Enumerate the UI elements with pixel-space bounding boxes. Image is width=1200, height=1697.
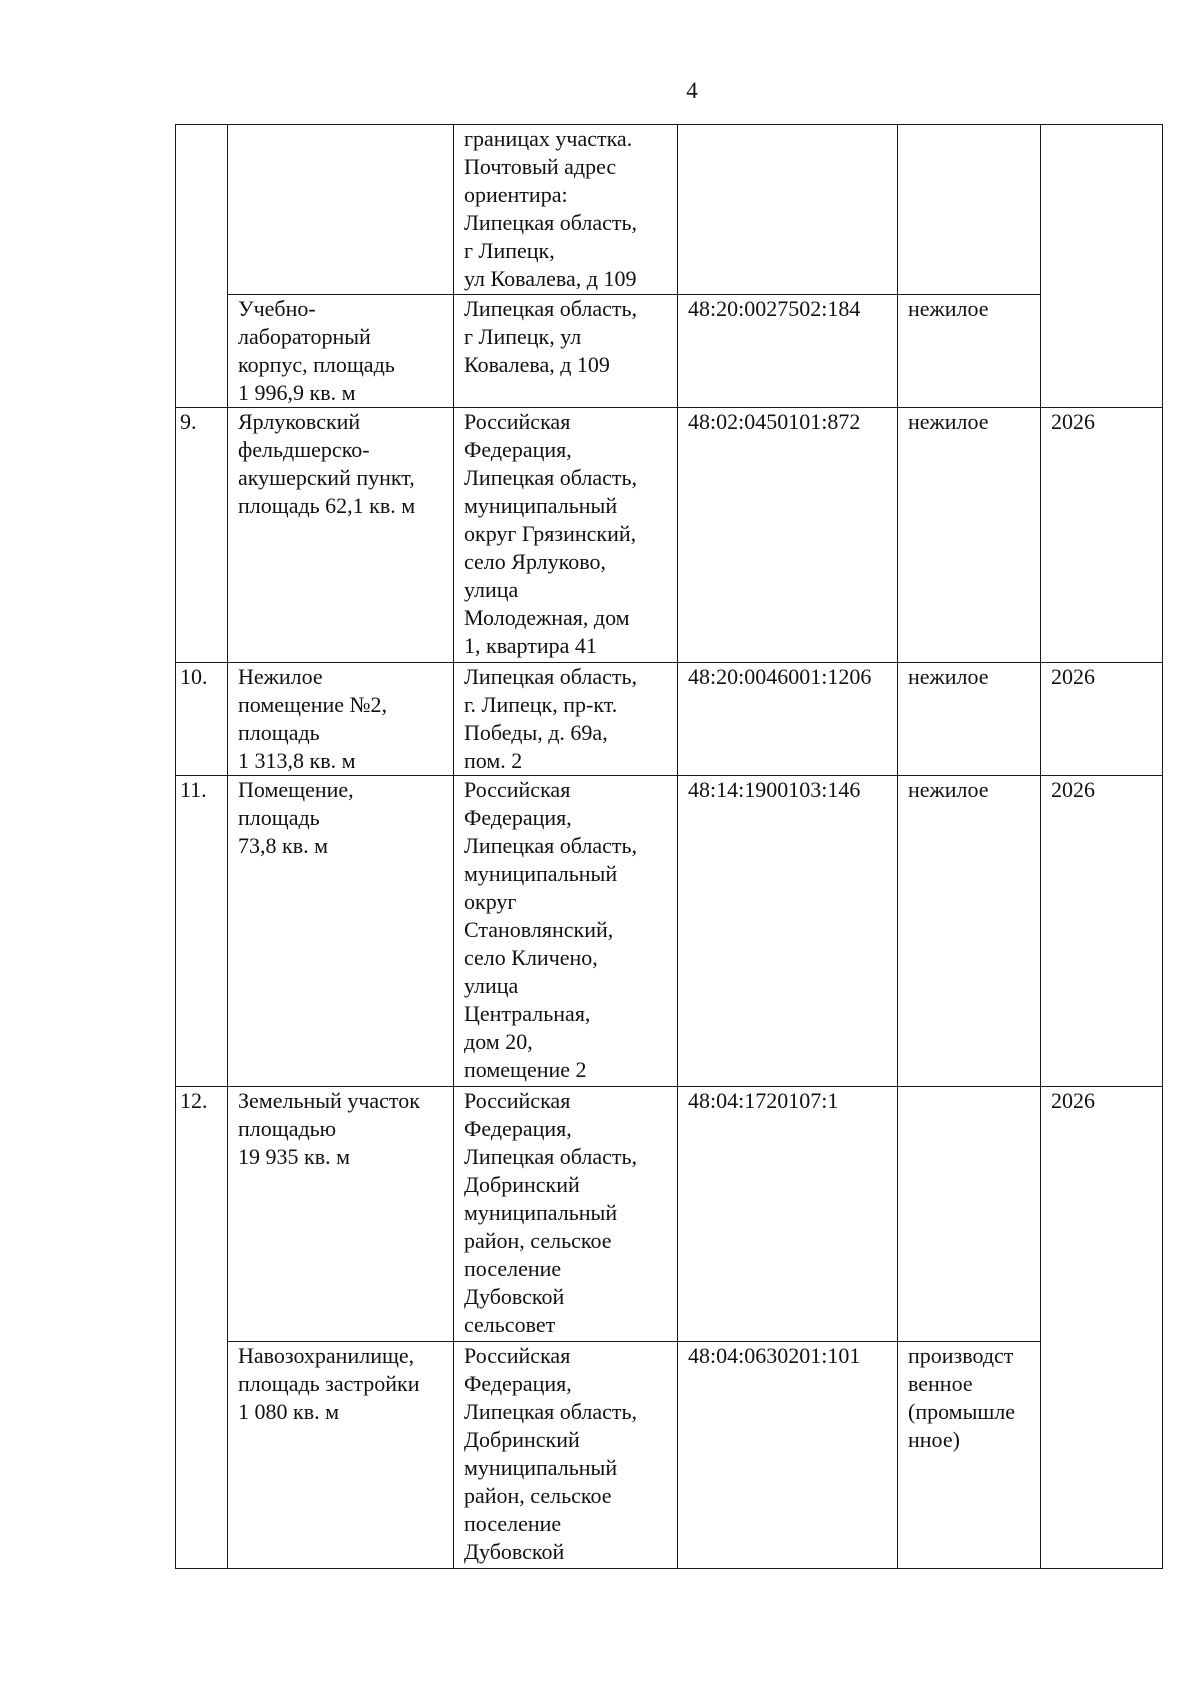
table-row [176,1342,1163,1569]
row-number-cell: 10. [176,663,228,776]
address-cell: Липецкая область, г Липецк, ул Ковалева, д 109 [454,295,678,408]
cadastral-number-cell: 48:14:1900103:146 [678,776,898,1087]
purpose-cell [898,125,1041,295]
year-cell: 2026 [1041,663,1163,776]
object-name-cell: Навозохранилище, площадь застройки 1 080 кв. м [228,1342,454,1569]
address-cell: Российская Федерация, Липецкая область, Добринский муниципальный район, сельское поселение Дубовской сельсовет [454,1087,678,1342]
row-number-cell: 9. [176,408,228,663]
object-name-cell: Нежилое помещение №2, площадь 1 313,8 кв. м [228,663,454,776]
row-number-cell: 12. [176,1087,228,1569]
page-number: 4 [686,78,698,103]
year-cell: 2026 [1041,408,1163,663]
cadastral-number-cell: 48:20:0027502:184 [678,295,898,408]
table-row [176,295,1163,408]
cadastral-number-cell: 48:04:0630201:101 [678,1342,898,1569]
row-number-cell [176,125,228,408]
cadastral-number-cell [678,125,898,295]
object-name-cell: Ярлуковский фельдшерско- акушерский пункт, площадь 62,1 кв. м [228,408,454,663]
cadastral-number-cell: 48:04:1720107:1 [678,1087,898,1342]
address-cell: Российская Федерация, Липецкая область, Добринский муниципальный район, сельское поселение Дубовской [454,1342,678,1569]
table-row [176,663,1163,776]
address-cell: Российская Федерация, Липецкая область, муниципальный округ Становлянский, село Кличено, улица Центральная, дом 20, помещение 2 [454,776,678,1087]
address-cell: границах участка. Почтовый адрес ориентира: Липецкая область, г Липецк, ул Ковалева, д 109 [454,125,678,295]
address-cell: Липецкая область, г. Липецк, пр-кт. Победы, д. 69а, пом. 2 [454,663,678,776]
object-name-cell: Помещение, площадь 73,8 кв. м [228,776,454,1087]
object-name-cell: Учебно- лабораторный корпус, площадь 1 996,9 кв. м [228,295,454,408]
table-row [176,408,1163,663]
address-cell: Российская Федерация, Липецкая область, муниципальный округ Грязинский, село Ярлуково, улица Молодежная, дом 1, квартира 41 [454,408,678,663]
cadastral-number-cell: 48:02:0450101:872 [678,408,898,663]
year-cell: 2026 [1041,776,1163,1087]
year-cell [1041,125,1163,408]
purpose-cell: нежилое [898,663,1041,776]
property-table [175,124,1163,1569]
purpose-cell: нежилое [898,295,1041,408]
table-row [176,1087,1163,1342]
purpose-cell: нежилое [898,776,1041,1087]
purpose-cell: нежилое [898,408,1041,663]
cadastral-number-cell: 48:20:0046001:1206 [678,663,898,776]
table-row [176,125,1163,295]
table-row [176,776,1163,1087]
year-cell: 2026 [1041,1087,1163,1569]
purpose-cell [898,1087,1041,1342]
row-number-cell: 11. [176,776,228,1087]
purpose-cell: производст венное (промышле нное) [898,1342,1041,1569]
object-name-cell [228,125,454,295]
object-name-cell: Земельный участок площадью 19 935 кв. м [228,1087,454,1342]
